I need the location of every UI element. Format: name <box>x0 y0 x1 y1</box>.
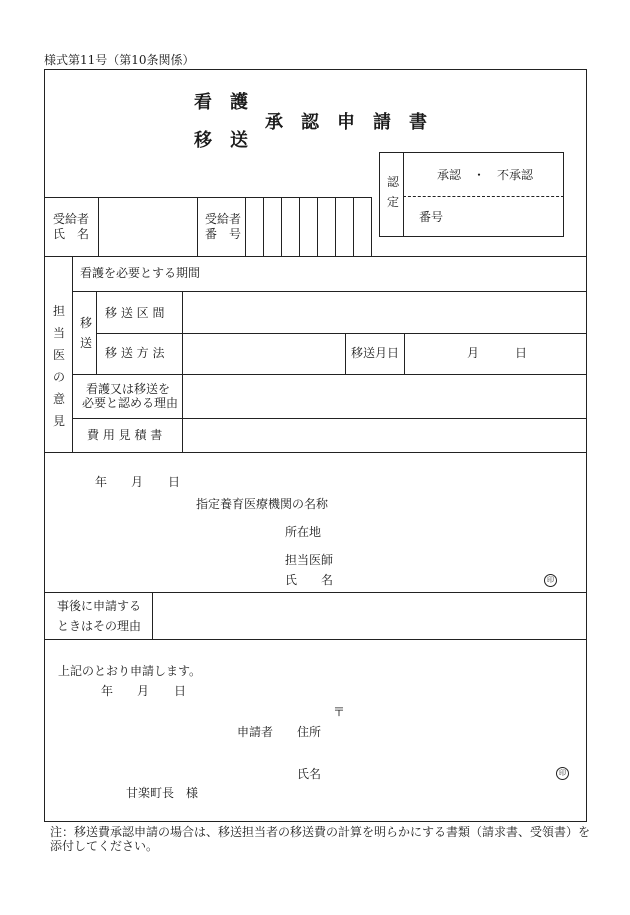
approval-number-label: 番号 <box>419 210 444 224</box>
recipient-number-field[interactable] <box>247 199 369 254</box>
recipient-name-label-2: 氏 名 <box>53 227 90 241</box>
institution-address-label: 所在地 <box>285 525 322 539</box>
recipient-number-label-2: 番 号 <box>205 227 242 241</box>
recipient-name-label-1: 受給者 <box>53 212 90 226</box>
approval-number-field[interactable] <box>450 206 555 226</box>
reason-field[interactable] <box>185 377 585 415</box>
institution-year: 年 <box>95 475 108 489</box>
applicant-day: 日 <box>174 684 187 698</box>
applicant-year: 年 <box>101 684 114 698</box>
transport-section-field[interactable] <box>185 294 585 330</box>
transport-month-label: 月 <box>467 346 480 360</box>
page-title: 承 認 申 請 書 <box>265 112 427 133</box>
transport-label: 移送 <box>79 316 92 350</box>
transport-date-field[interactable] <box>407 336 584 372</box>
postal-mark: 〒 <box>333 705 346 719</box>
applicant-month: 月 <box>137 684 150 698</box>
title-kango: 看 護 <box>194 92 248 113</box>
application-statement: 上記のとおり申請します。 <box>58 664 202 678</box>
institution-name-label: 指定養育医療機関の名称 <box>196 497 329 511</box>
applicant-address-label: 住所 <box>297 725 322 739</box>
recipient-number-label-1: 受給者 <box>205 212 242 226</box>
transport-method-field[interactable] <box>185 336 343 372</box>
transport-day-label: 日 <box>515 346 528 360</box>
doctor-seal: 印 <box>544 574 557 587</box>
addressee: 甘楽町長 様 <box>126 786 199 800</box>
attending-doctor-label: 担当医師 <box>285 553 334 567</box>
form-number: 様式第11号（第10条関係） <box>44 53 195 67</box>
institution-day: 日 <box>168 475 181 489</box>
applicant-name-label: 氏名 <box>297 767 322 781</box>
approval-options[interactable]: 承認 ・ 不承認 <box>437 168 534 182</box>
transport-method-label: 移 送 方 法 <box>105 346 165 360</box>
institution-month: 月 <box>131 475 144 489</box>
applicant-address-field[interactable] <box>330 718 580 740</box>
care-period-label: 看護を必要とする期間 <box>80 266 201 280</box>
title-isou: 移 送 <box>194 130 248 151</box>
care-period-field[interactable] <box>200 260 584 288</box>
approval-label: 認定 <box>386 175 399 209</box>
applicant-seal: 印 <box>556 767 569 780</box>
applicant-label: 申請者 <box>237 725 274 739</box>
cost-estimate-label: 費 用 見 積 書 <box>87 428 163 442</box>
post-application-reason-field[interactable] <box>155 595 584 636</box>
doctor-opinion-side-label: 担当医の意見 <box>52 304 65 428</box>
reason-label-2: 必要と認める理由 <box>82 396 179 410</box>
doctor-name-label: 氏 名 <box>285 573 334 587</box>
transport-section-label: 移 送 区 間 <box>105 306 165 320</box>
note-line-2: 添付してください。 <box>50 839 159 853</box>
post-application-label-1: 事後に申請する <box>57 599 142 613</box>
reason-label-1: 看護又は移送を <box>86 382 171 396</box>
post-application-label-2: ときはその理由 <box>57 619 142 633</box>
transport-date-label: 移送月日 <box>351 346 400 360</box>
cost-estimate-field[interactable] <box>185 421 585 450</box>
applicant-name-field[interactable] <box>330 760 550 782</box>
note-line-1: 注：移送費承認申請の場合は、移送担当者の移送費の計算を明らかにする書類（請求書、受領書）を <box>50 825 591 839</box>
recipient-name-field[interactable] <box>100 199 195 254</box>
